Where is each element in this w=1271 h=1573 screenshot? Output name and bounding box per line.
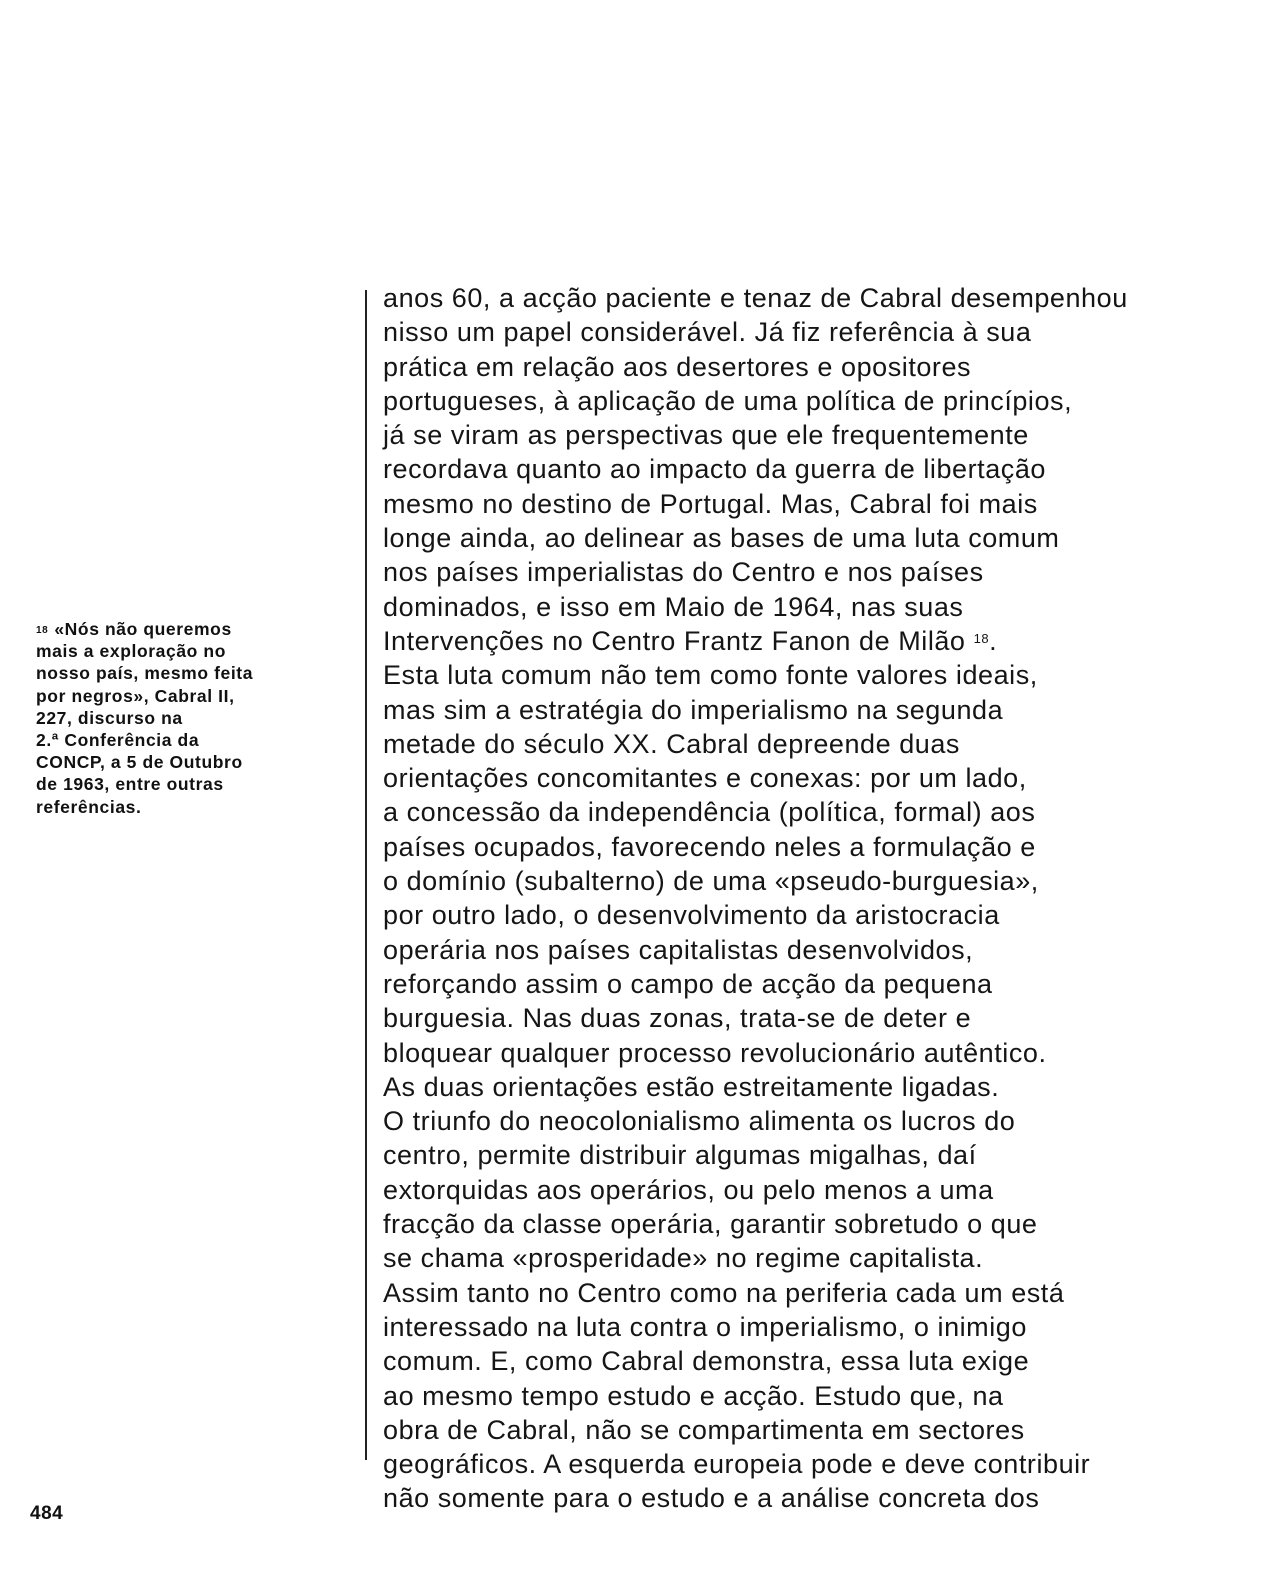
text-line: extorquidas aos operários, ou pelo menos a uma <box>383 1174 994 1205</box>
text-line: burguesia. Nas duas zonas, trata-se de deter e <box>383 1003 972 1034</box>
text-line: interessado na luta contra o imperialismo, o inimigo <box>383 1311 1027 1342</box>
text-line: Assim tanto no Centro como na periferia cada um está <box>383 1277 1065 1308</box>
text-line: já se viram as perspectivas que ele frequentemente <box>383 420 1029 451</box>
column-divider <box>365 290 367 1460</box>
text-line: ao mesmo tempo estudo e acção. Estudo que, na <box>383 1380 1004 1411</box>
text-line: centro, permite distribuir algumas migalhas, daí <box>383 1140 977 1171</box>
text-line: orientações concomitantes e conexas: por um lado, <box>383 763 1027 794</box>
footnote-line: referências. <box>36 796 142 817</box>
text-line: fracção da classe operária, garantir sobretudo o que <box>383 1209 1038 1240</box>
text-line: dominados, e isso em Maio de 1964, nas suas <box>383 591 964 622</box>
text-line: Esta luta comum não tem como fonte valores ideais, <box>383 660 1038 691</box>
text-line: nos países imperialistas do Centro e nos países <box>383 557 984 588</box>
footnote-line: nosso país, mesmo feita <box>36 663 254 684</box>
footnote-line: mais a exploração no <box>36 641 226 662</box>
text-line: anos 60, a acção paciente e tenaz de Cabral desempenhou <box>383 283 1128 313</box>
text-line: reforçando assim o campo de acção da pequena <box>383 968 993 999</box>
text-line: o domínio (subalterno) de uma «pseudo-burguesia», <box>383 866 1039 897</box>
text-line: se chama «prosperidade» no regime capitalista. <box>383 1243 984 1274</box>
text-line: portugueses, à aplicação de uma política de princípios, <box>383 385 1073 416</box>
footnote-line: $^{18}$ «Nós não queremos <box>36 619 232 639</box>
text-line: mas sim a estratégia do imperialismo na segunda <box>383 694 1004 725</box>
footnote <box>36 618 348 818</box>
text-line: operária nos países capitalistas desenvolvidos, <box>383 934 974 965</box>
body-text <box>383 281 1233 1516</box>
text-line: mesmo no destino de Portugal. Mas, Cabral foi mais <box>383 488 1038 519</box>
text-line: recordava quanto ao impacto da guerra de libertação <box>383 454 1046 485</box>
footnote-line: por negros», Cabral II, <box>36 685 235 706</box>
page-number: 484 <box>30 1503 64 1524</box>
text-line: Intervenções no Centro Frantz Fanon de Milão $^{18}$. <box>383 625 998 656</box>
text-line: bloquear qualquer processo revolucionário autêntico. <box>383 1037 1047 1068</box>
footnote-reference[interactable]: 18 <box>973 630 990 646</box>
footnote-line: 227, discurso na <box>36 707 183 728</box>
text-line: nisso um papel considerável. Já fiz referência à sua <box>383 317 1032 348</box>
text-line: metade do século XX. Cabral depreende duas <box>383 728 960 759</box>
footnote-line: CONCP, a 5 de Outubro <box>36 752 243 773</box>
text-line: longe ainda, ao delinear as bases de uma luta comum <box>383 523 1060 554</box>
text-line: O triunfo do neocolonialismo alimenta os lucros do <box>383 1106 1016 1137</box>
footnote-marker: 18 <box>36 625 49 636</box>
footnote-line: de 1963, entre outras <box>36 774 224 795</box>
footnote-line: 2.ª Conferência da <box>36 730 200 751</box>
text-line: prática em relação aos desertores e opositores <box>383 351 972 382</box>
text-line: não somente para o estudo e a análise concreta dos <box>383 1483 1040 1514</box>
text-line: comum. E, como Cabral demonstra, essa luta exige <box>383 1346 1030 1377</box>
text-line: obra de Cabral, não se compartimenta em sectores <box>383 1414 1025 1445</box>
text-line: geográficos. A esquerda europeia pode e deve contribuir <box>383 1449 1091 1480</box>
text-line: As duas orientações estão estreitamente ligadas. <box>383 1071 1000 1102</box>
text-line: por outro lado, o desenvolvimento da aristocracia <box>383 900 1000 931</box>
text-line: a concessão da independência (política, formal) aos <box>383 797 1036 828</box>
text-line: países ocupados, favorecendo neles a formulação e <box>383 831 1036 862</box>
